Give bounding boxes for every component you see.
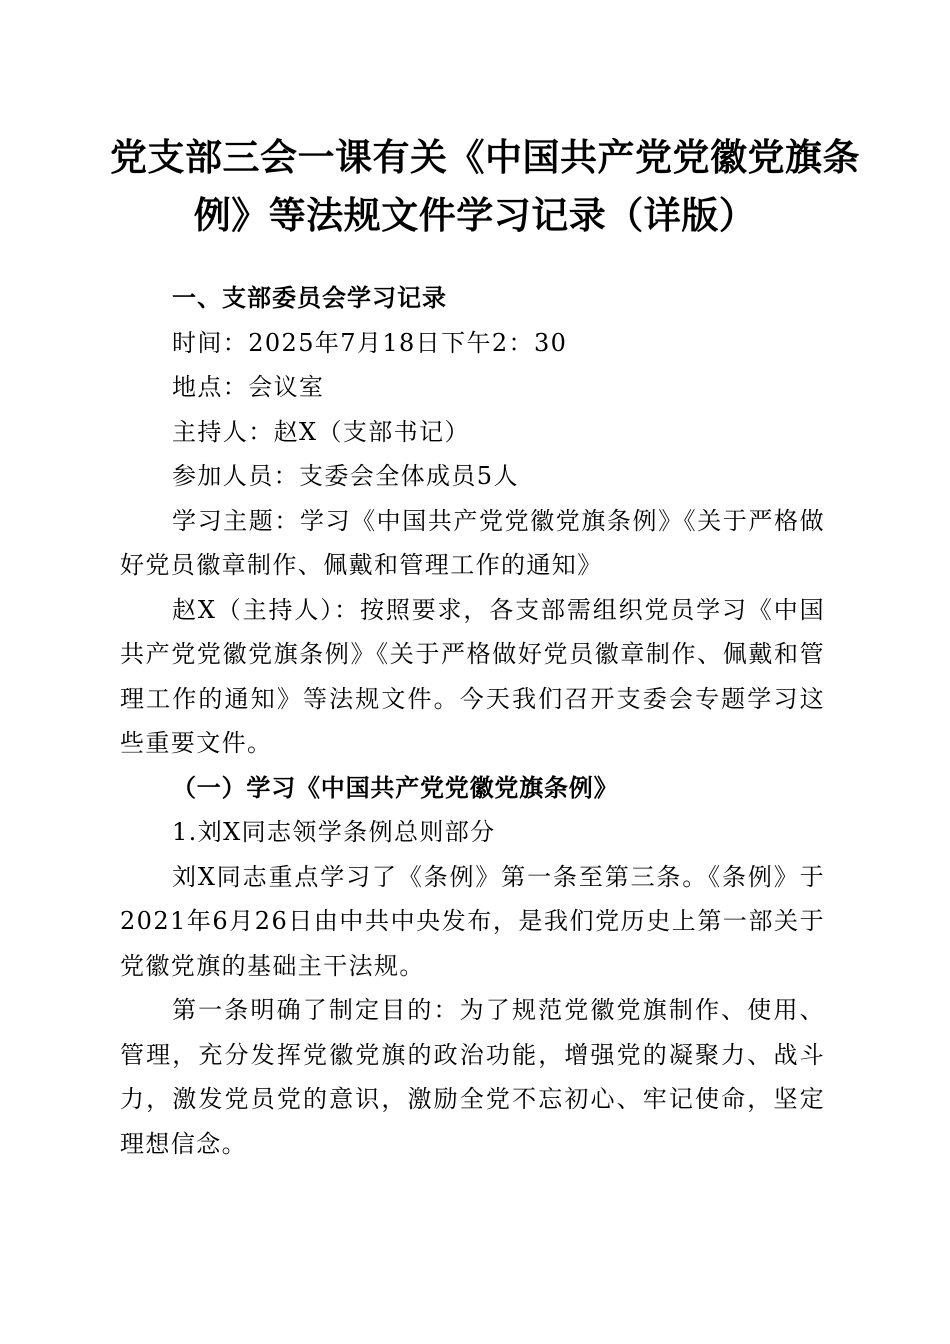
meeting-time: 时间：2025年7月18日下午2：30 xyxy=(172,328,568,357)
item-paragraph: 刘X同志重点学习了《条例》第一条至第三条。《条例》于2021年6月26日由中共中央发布，是我们党历史上第一部关于党徽党旗的基础主干法规。 xyxy=(120,862,825,980)
meeting-host: 主持人：赵X（支部书记） xyxy=(172,417,470,446)
article-paragraph: 第一条明确了制定目的：为了规范党徽党旗制作、使用、管理，充分发挥党徽党旗的政治功能，增强党的凝聚力、战斗力，激发党员党的意识，激励全党不忘初心、牢记使命，坚定理想信念。 xyxy=(120,996,825,1158)
document-title xyxy=(110,128,860,244)
meeting-place: 地点：会议室 xyxy=(172,373,325,401)
sub-heading: （一）学习《中国共产党党徽党旗条例》 xyxy=(172,773,619,802)
title-line-2: 例》等法规文件学习记录（详版） xyxy=(193,193,757,237)
meeting-attendees: 参加人员：支委会全体成员5人 xyxy=(172,462,519,490)
section-heading: 一、支部委员会学习记录 xyxy=(172,284,447,312)
item-heading: 1.刘X同志领学条例总则部分 xyxy=(172,818,496,846)
host-speech: 赵X（主持人）：按照要求，各支部需组织党员学习《中国共产党党徽党旗条例》《关于严格做好党员徽章制作、佩戴和管理工作的通知》等法规文件。今天我们召开支委会专题学习这些重要文件。 xyxy=(120,595,825,757)
meeting-topic: 学习主题：学习《中国共产党党徽党旗条例》《关于严格做好党员徽章制作、佩戴和管理工作的通知》 xyxy=(120,506,825,579)
title-line-1: 党支部三会一课有关《中国共产党党徽党旗条 xyxy=(110,135,860,179)
document-body xyxy=(120,276,825,1166)
